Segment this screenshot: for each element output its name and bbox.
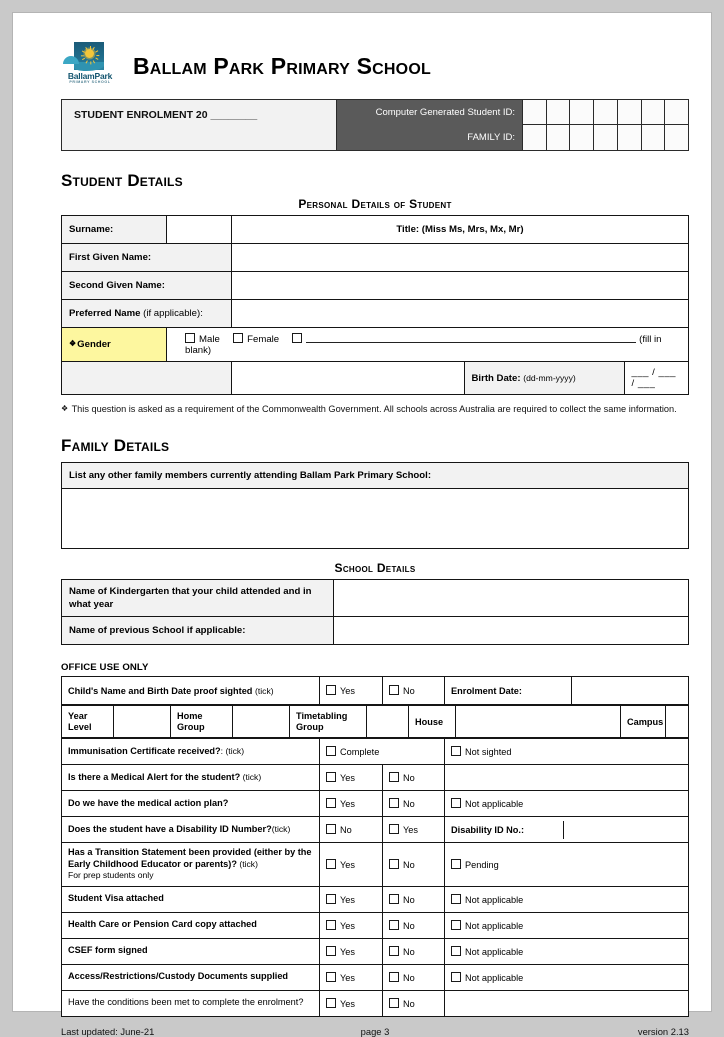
tick-note: : (tick) [220,745,245,756]
surname-input[interactable] [167,216,232,244]
table-row [62,990,689,1016]
checklist-question [62,765,320,791]
kindergarten-input[interactable] [334,580,689,617]
logo-name-text: BallamPark [67,71,113,81]
page-header [61,41,689,91]
house-label: House [409,706,456,738]
birth-date-label [464,362,624,394]
gender-male-option[interactable] [185,334,220,345]
checkbox-icon[interactable] [326,894,336,904]
enrolment-year-label: STUDENT ENROLMENT 20 ________ [62,100,337,150]
gender-female-label: Female [247,334,280,345]
office-use-table [61,676,689,705]
checkbox-icon[interactable] [451,946,461,956]
computer-generated-student-id-label: Computer Generated Student ID: [375,107,515,118]
option-label: Pending [465,859,499,870]
checklist-question-text: Access/Restrictions/Custody Documents supplied [68,971,289,982]
checklist-subnote: For prep students only [68,870,154,880]
family-id-box[interactable] [664,125,688,150]
proof-sighted-no-label: No [403,686,415,696]
checklist-option-third[interactable] [445,938,689,964]
student-id-box[interactable] [569,100,593,125]
tick-note: (tick) [240,771,262,782]
table-row [62,328,689,362]
option-label: No [403,998,415,1009]
table-row [62,912,689,938]
proof-sighted-no[interactable] [383,677,445,705]
table-row [62,216,689,244]
checklist-option-yes[interactable] [320,791,383,817]
checklist-option-yes[interactable] [320,886,383,912]
option-label: No [403,946,415,957]
checklist-question [62,938,320,964]
timetabling-group-input[interactable] [367,706,409,738]
disability-id-label: Disability ID No.: [445,821,563,839]
checklist-question [62,912,320,938]
preferred-name-label-text: Preferred Name [69,308,141,319]
option-label: Yes [340,859,355,870]
option-label: No [403,920,415,931]
table-row [62,706,689,738]
home-group-input[interactable] [233,706,290,738]
option-label: Yes [340,799,355,809]
table-row [62,272,689,300]
family-id-box[interactable] [641,125,665,150]
checklist-option-no[interactable] [383,964,445,990]
checkbox-icon[interactable] [389,772,399,782]
option-label: Not applicable [465,946,524,957]
birth-date-group [232,362,689,395]
table-row [62,964,689,990]
option-label: Not applicable [465,799,524,809]
enrolment-date-label: Enrolment Date: [445,677,572,705]
disability-id-input[interactable] [563,821,688,839]
checklist-option-third[interactable] [445,886,689,912]
version-text: version 2.13 [637,1025,689,1037]
gender-label-text: Gender [77,339,111,350]
checklist-option-yes[interactable] [383,817,445,843]
checkbox-icon[interactable] [233,333,243,343]
diamond-icon: ❖ [61,404,69,413]
family-id-box[interactable] [546,125,570,150]
id-labels-block [337,100,522,150]
proof-sighted-yes-label: Yes [340,686,355,696]
checklist-blank-cell[interactable] [445,990,689,1016]
table-row [62,843,689,887]
proof-sighted-yes[interactable] [320,677,383,705]
checkbox-icon[interactable] [389,685,399,695]
timetabling-group-label: Timetabling Group [290,706,367,738]
student-id-box[interactable] [617,100,641,125]
student-id-strip [61,99,689,151]
checklist-question-text: Is there a Medical Alert for the student? [68,771,241,782]
checklist-option-no[interactable] [383,843,445,887]
campus-input[interactable] [666,706,689,738]
year-level-label: Year Level [62,706,114,738]
checklist-question-text: CSEF form signed [68,945,148,956]
option-label: Complete [340,747,380,757]
student-id-box[interactable] [641,100,665,125]
birthdate-spacer-cell [232,362,464,394]
first-given-name-label: First Given Name: [62,244,232,272]
checklist-question-text: Health Care or Pension Card copy attached [68,919,257,930]
placement-table [61,705,689,738]
checklist-question [62,739,320,765]
student-id-box[interactable] [664,100,688,125]
option-label: No [403,894,415,905]
gender-female-option[interactable] [233,334,279,345]
table-row [62,817,689,843]
checkbox-icon[interactable] [389,894,399,904]
checklist-question-text: Have the conditions been met to complete the enrolment? [68,997,304,1008]
table-row [62,244,689,272]
family-id-box[interactable] [593,125,617,150]
checklist-question-text: Immunisation Certificate received? [68,745,221,756]
table-row [62,739,689,765]
checkbox-icon[interactable] [326,824,336,834]
checklist-option-no[interactable] [383,912,445,938]
student-details-heading: Student Details [61,171,183,190]
title-text: Title: (Miss Ms, Mrs, Mx, Mr) [396,224,524,235]
preferred-name-note: (if applicable): [143,308,203,319]
checklist-option-no[interactable] [383,886,445,912]
checklist-option-complete[interactable] [320,739,445,765]
checkbox-icon[interactable] [326,772,336,782]
option-label: No [403,799,415,809]
family-details-table [61,462,689,549]
school-logo [61,42,119,90]
checklist-option-third[interactable] [445,912,689,938]
year-level-input[interactable] [114,706,171,738]
checkbox-icon[interactable] [451,798,461,808]
student-id-boxes-row [522,100,688,125]
student-id-box[interactable] [546,100,570,125]
checkbox-icon[interactable] [326,920,336,930]
student-id-box[interactable] [593,100,617,125]
logo-sun-ray-icon [90,61,91,64]
checkbox-icon[interactable] [389,972,399,982]
checkbox-icon[interactable] [389,998,399,1008]
checklist-option-no[interactable] [320,817,383,843]
checklist-option-third[interactable] [445,843,689,887]
option-label: Not applicable [465,972,524,983]
personal-details-table [61,215,689,395]
checklist-option-no[interactable] [383,990,445,1016]
option-label: Yes [340,894,355,905]
table-row [62,463,689,489]
proof-sighted-label-text: Child's Name and Birth Date proof sighted [68,685,253,696]
option-label: Yes [340,920,355,931]
proof-sighted-label [62,677,320,705]
checklist-question [62,791,320,817]
option-label: No [403,773,415,783]
checklist-option-no[interactable] [383,791,445,817]
title-options-text [232,216,689,244]
checkbox-icon[interactable] [326,946,336,956]
tick-note: (tick) [236,858,258,869]
checkbox-icon[interactable] [389,824,399,834]
first-given-name-input[interactable] [232,244,689,272]
birth-date-label-text: Birth Date: [471,372,521,384]
home-group-label: Home Group [171,706,233,738]
checkbox-icon[interactable] [326,746,336,756]
personal-details-subheading: Personal Details of Student [298,197,452,211]
option-label: No [403,972,415,983]
checkbox-icon[interactable] [326,998,336,1008]
option-label: No [340,825,352,835]
checklist-option-yes[interactable] [320,765,383,791]
student-id-box[interactable] [522,100,546,125]
option-label: Yes [403,825,418,835]
checklist-option-yes[interactable] [320,938,383,964]
proof-sighted-tick-note: (tick) [254,685,274,696]
family-id-box[interactable] [617,125,641,150]
table-row [62,489,689,549]
table-row [62,677,689,705]
gender-options [167,328,689,362]
checkbox-icon[interactable] [326,685,336,695]
checkbox-icon[interactable] [326,859,336,869]
family-id-box[interactable] [569,125,593,150]
checklist-question-text: Does the student have a Disability ID Number? [68,823,272,834]
table-row [62,300,689,328]
second-given-name-input[interactable] [232,272,689,300]
option-label: Not applicable [465,894,524,905]
table-row [62,580,689,617]
house-input[interactable] [456,706,621,738]
family-id-label: FAMILY ID: [467,132,515,143]
checkbox-icon[interactable] [389,920,399,930]
previous-school-label: Name of previous School if applicable: [62,617,334,645]
checkbox-icon[interactable] [451,894,461,904]
checklist-option-no[interactable] [383,765,445,791]
blank-shaded-cell [62,362,232,395]
checkbox-icon[interactable] [326,798,336,808]
checkbox-icon[interactable] [326,972,336,982]
form-page [12,12,712,1037]
checklist-option-yes[interactable] [320,912,383,938]
birth-date-format: (dd-mm-yyyy) [523,372,576,383]
option-label: Yes [340,972,355,983]
checklist-option-no[interactable] [383,938,445,964]
gender-label [62,328,167,362]
checklist-question-text: Student Visa attached [68,893,164,904]
gender-footnote-text: This question is asked as a requirement of the Commonwealth Government. All schools across Australia are required to collect the same information. [71,404,677,414]
gender-fill-in-blank-note: (fill in blank) [185,334,662,356]
gender-male-label: Male [199,334,220,345]
checklist-option-third[interactable] [445,791,689,817]
office-checklist-table [61,738,689,1017]
gender-other-input[interactable] [306,333,636,343]
preferred-name-input[interactable] [232,300,689,328]
family-details-heading: Family Details [61,436,170,455]
second-given-name-label: Second Given Name: [62,272,232,300]
logo-sun-ray-icon [96,55,99,56]
checklist-question-text: Has a Transition Statement been provided (either by the Early Childhood Educator or parents)? [68,847,312,869]
family-id-boxes-row [522,125,688,150]
table-row [62,886,689,912]
table-row [62,617,689,645]
checklist-question-text: Do we have the medical action plan? [68,797,229,808]
previous-school-input[interactable] [334,617,689,645]
checkbox-icon[interactable] [185,333,195,343]
checklist-question [62,843,320,887]
checkbox-icon[interactable] [389,859,399,869]
preferred-name-label [62,300,232,328]
gender-footnote [61,402,689,416]
checklist-question [62,886,320,912]
checkbox-icon[interactable] [451,972,461,982]
checkbox-icon[interactable] [451,746,461,756]
page-number-text: page 3 [360,1025,390,1037]
campus-label: Campus [621,706,666,738]
option-label: Not sighted [465,747,512,757]
tick-note: (tick) [271,823,291,834]
family-members-input[interactable] [62,489,689,549]
checklist-option-yes[interactable] [320,843,383,887]
id-boxes-grid [522,100,688,150]
page-title: Ballam Park Primary School [133,52,431,79]
checklist-option-yes[interactable] [320,990,383,1016]
option-label: Yes [340,946,355,957]
surname-label: Surname: [62,216,167,244]
last-updated-text: Last updated: June-21 [61,1025,155,1037]
table-row [62,938,689,964]
logo-sun-ray-icon [81,55,84,56]
disability-id-group [445,817,689,843]
school-details-table [61,579,689,645]
office-use-only-heading: OFFICE USE ONLY [61,662,149,673]
option-label: Yes [340,773,355,783]
enrolment-date-input[interactable] [572,677,689,705]
checklist-question [62,990,320,1016]
checklist-blank-cell[interactable] [445,765,689,791]
gender-other-option[interactable] [292,334,636,345]
diamond-icon: ❖ [69,339,77,348]
kindergarten-label: Name of Kindergarten that your child attended and in what year [62,580,334,617]
checklist-question [62,817,320,843]
family-members-prompt: List any other family members currently attending Ballam Park Primary School: [62,463,689,489]
checklist-option-third[interactable] [445,964,689,990]
page-footer [61,1026,689,1037]
checkbox-icon[interactable] [389,798,399,808]
checklist-option-yes[interactable] [320,964,383,990]
birth-date-input[interactable]: ___ / ___ / ___ [624,362,688,394]
logo-sun-ray-icon [90,46,91,49]
table-row [62,362,689,395]
table-row [62,791,689,817]
checklist-question [62,964,320,990]
logo-subtitle-text: PRIMARY SCHOOL [69,80,111,84]
family-id-box[interactable] [522,125,546,150]
checkbox-icon[interactable] [451,920,461,930]
option-label: Not applicable [465,920,524,931]
option-label: Yes [340,998,355,1009]
checklist-option-not-sighted[interactable] [445,739,689,765]
school-details-heading: School Details [334,561,416,575]
checkbox-icon[interactable] [292,333,302,343]
checkbox-icon[interactable] [451,859,461,869]
option-label: No [403,859,415,870]
checkbox-icon[interactable] [389,946,399,956]
table-row [62,765,689,791]
